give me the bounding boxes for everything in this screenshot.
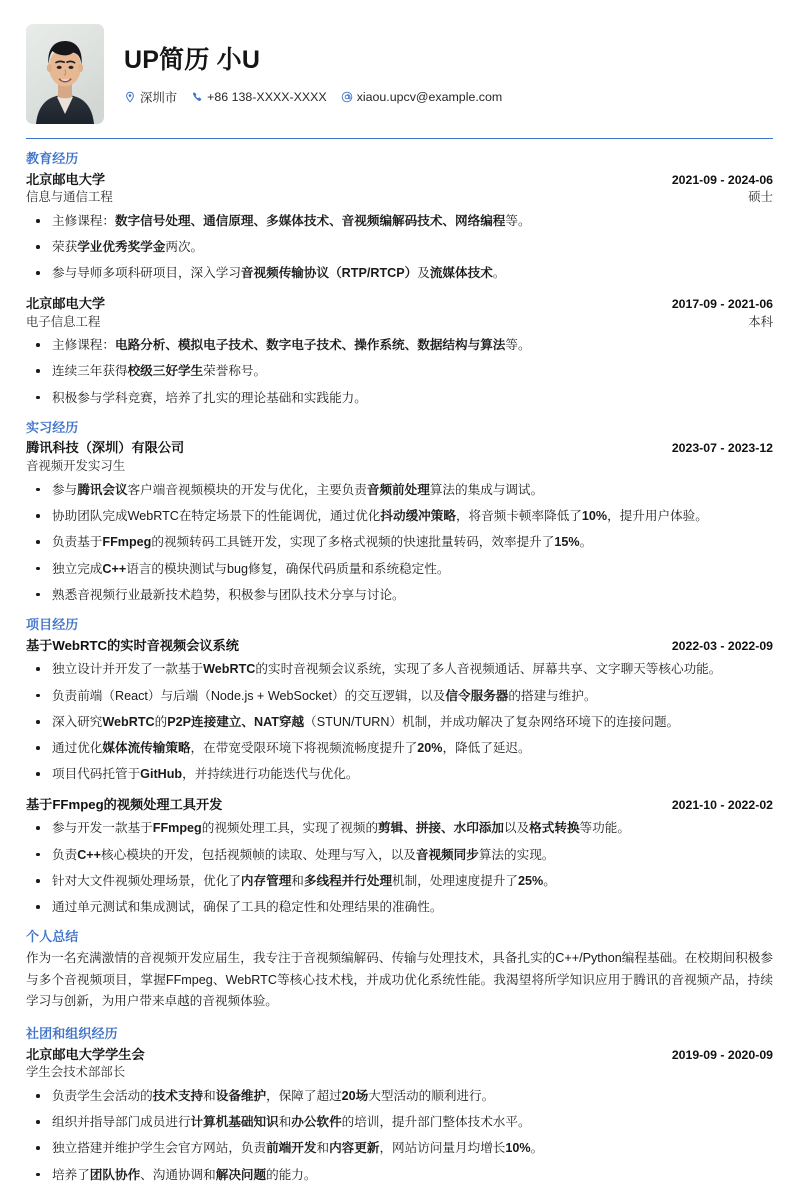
bullet-text: 独立完成 — [52, 561, 103, 576]
entry-header — [26, 795, 773, 815]
section-clubs — [26, 1025, 773, 1184]
bullet-item — [26, 264, 773, 282]
bullet-emphasis: 信令服务器 — [445, 688, 509, 703]
entry-header — [26, 636, 773, 656]
section-title: 项目经历 — [26, 617, 79, 633]
entry — [26, 795, 773, 917]
bullet-emphasis: FFmpeg — [102, 535, 152, 550]
section-education — [26, 150, 773, 407]
entry-subheader — [26, 313, 773, 332]
bullet-emphasis: C++ — [102, 561, 127, 576]
bullet-emphasis: 15% — [554, 535, 580, 550]
bullet-text: 和 — [203, 1088, 216, 1103]
entry-subheader — [26, 1063, 773, 1082]
bullet-emphasis: 数字信号处理、通信原理、多媒体技术、音视频编解码技术、网络编程 — [114, 213, 506, 228]
contact-location-value: 深圳市 — [140, 90, 178, 105]
bullet-item — [26, 212, 773, 230]
entry-role: 音视频开发实习生 — [26, 459, 126, 474]
bullet-emphasis: 10% — [581, 509, 608, 524]
bullet-text: 等功能。 — [579, 821, 630, 836]
bullet-list — [26, 819, 773, 916]
bullet-emphasis: 媒体流传输策略 — [102, 741, 191, 756]
bullet-text: 主修课程： — [52, 213, 115, 228]
bullet-emphasis: 内存管理 — [240, 873, 292, 888]
bullet-text: 独立设计并开发了一款基于 — [52, 662, 204, 677]
bullet-item — [26, 687, 773, 705]
entry-date: 2021-09 - 2024-06 — [671, 172, 773, 187]
entry-date: 2022-03 - 2022-09 — [671, 638, 773, 653]
contact-phone — [191, 90, 327, 104]
bullet-text: 和 — [291, 873, 304, 888]
entry-organization: 基于FFmpeg的视频处理工具开发 — [26, 796, 223, 812]
entry-date: 2019-09 - 2020-09 — [671, 1047, 773, 1062]
bullet-text: 语言的模块测试与bug修复，确保代码质量和系统稳定性。 — [126, 561, 450, 576]
bullet-text: ，保障了超过 — [266, 1088, 342, 1103]
bullet-emphasis: 解决问题 — [215, 1167, 267, 1182]
phone-icon — [191, 91, 203, 103]
bullet-text: ，在带宽受限环境下将视频流畅度提升了 — [190, 741, 418, 756]
bullet-text: 通过优化 — [52, 741, 103, 756]
bullet-text: ，并持续进行功能迭代与优化。 — [182, 767, 359, 782]
bullet-emphasis: 音频前处理 — [366, 482, 430, 497]
entry-organization: 北京邮电大学学生会 — [26, 1046, 145, 1062]
bullet-text: 参与开发一款基于 — [52, 821, 153, 836]
bullet-text: 的培训，提升部门整体技术水平。 — [341, 1115, 531, 1130]
bullet-text: 独立搭建并维护学生会官方网站，负责 — [52, 1141, 267, 1156]
bullet-text: 荣誉称号。 — [203, 364, 267, 379]
entry-organization: 北京邮电大学 — [26, 171, 106, 187]
entry — [26, 1045, 773, 1184]
entry-subheader — [26, 188, 773, 207]
entry-organization: 腾讯科技（深圳）有限公司 — [26, 440, 185, 456]
bullet-text: 等。 — [505, 213, 531, 228]
bullet-emphasis: 抖动缓冲策略 — [380, 509, 456, 524]
bullet-emphasis: 20% — [417, 741, 443, 756]
section-title: 个人总结 — [26, 929, 79, 945]
bullet-emphasis: 技术支持 — [152, 1088, 204, 1103]
entry-role: 电子信息工程 — [26, 314, 101, 329]
contact-row — [124, 88, 773, 106]
bullet-text: 培养了 — [52, 1167, 90, 1182]
location-pin-icon — [124, 91, 136, 103]
bullet-emphasis: 校级三好学生 — [127, 364, 204, 379]
bullet-emphasis: 内容更新 — [329, 1141, 380, 1156]
bullet-text: 。 — [530, 1141, 544, 1156]
bullet-item — [26, 1139, 773, 1157]
bullet-text: 积极参与学科竞赛，培养了扎实的理论基础和实践能力。 — [52, 390, 367, 405]
bullet-text: 通过单元测试和集成测试，确保了工具的稳定性和处理结果的准确性。 — [52, 900, 443, 915]
bullet-text: 主修课程： — [52, 338, 115, 353]
contact-phone-value: +86 138-XXXX-XXXX — [207, 89, 327, 104]
avatar — [26, 24, 104, 124]
entry-header — [26, 438, 773, 458]
bullet-item — [26, 660, 773, 678]
bullet-text: 和 — [278, 1115, 292, 1130]
bullet-text: ，提升用户体验。 — [607, 509, 708, 524]
bullet-item — [26, 1087, 773, 1105]
bullet-text: 核心模块的开发，包括视频帧的读取、处理与写入，以及 — [101, 847, 416, 862]
bullet-text: 以及 — [503, 821, 530, 836]
entry-date: 2023-07 - 2023-12 — [671, 441, 773, 456]
resume-sections — [26, 150, 773, 1184]
bullet-text: 参与导师多项科研项目，深入学习 — [52, 266, 241, 281]
bullet-item — [26, 1166, 773, 1184]
bullet-text: 和 — [316, 1141, 330, 1156]
bullet-item — [26, 872, 773, 890]
bullet-emphasis: 计算机基础知识 — [190, 1115, 279, 1130]
entry-date: 2017-09 - 2021-06 — [671, 296, 773, 311]
bullet-item — [26, 898, 773, 916]
section-projects — [26, 616, 773, 916]
email-at-icon — [341, 91, 353, 103]
bullet-text: 两次。 — [165, 240, 204, 255]
bullet-emphasis: 20场 — [341, 1088, 369, 1103]
bullet-text: 的搭建与维护。 — [508, 688, 597, 703]
bullet-text: 的视频转码工具链开发，实现了多格式视频的快速批量转码，效率提升了 — [151, 535, 555, 550]
bullet-item — [26, 765, 773, 783]
entry-header — [26, 170, 773, 190]
bullet-emphasis: 25% — [517, 873, 544, 888]
entry — [26, 438, 773, 604]
bullet-item — [26, 1113, 773, 1131]
bullet-text: 负责学生会活动的 — [52, 1088, 153, 1103]
bullet-text: 机制，处理速度提升了 — [392, 873, 518, 888]
contact-email-value: xiaou.upcv@example.com — [356, 89, 503, 104]
bullet-emphasis: 学业优秀奖学金 — [77, 240, 166, 255]
entry-degree: 本科 — [748, 314, 773, 329]
bullet-text: 负责基于 — [52, 535, 103, 550]
identity-block — [124, 42, 773, 106]
bullet-item — [26, 533, 773, 551]
entry-header — [26, 1045, 773, 1065]
bullet-list — [26, 1087, 773, 1184]
bullet-text: 负责前端（React）与后端（Node.js + WebSocket）的交互逻辑，以及 — [52, 688, 446, 703]
header-divider — [26, 138, 773, 139]
bullet-text: 。 — [492, 266, 506, 281]
bullet-item — [26, 819, 773, 837]
contact-location — [124, 88, 177, 106]
bullet-emphasis: 前端开发 — [266, 1141, 317, 1156]
bullet-text: ，将音频卡顿率降低了 — [455, 509, 582, 524]
entry — [26, 294, 773, 407]
entry-subheader — [26, 457, 773, 476]
section-title: 实习经历 — [26, 419, 79, 435]
bullet-item — [26, 336, 773, 354]
bullet-emphasis: C++ — [77, 847, 101, 862]
bullet-item — [26, 238, 773, 256]
bullet-emphasis: 10% — [505, 1141, 531, 1156]
bullet-item — [26, 389, 773, 407]
bullet-text: 大型活动的顺利进行。 — [368, 1088, 495, 1103]
bullet-item — [26, 560, 773, 578]
bullet-text: 参与 — [52, 482, 78, 497]
bullet-text: 。 — [543, 873, 556, 888]
bullet-text: 客户端音视频模块的开发与优化，主要负责 — [127, 482, 367, 497]
bullet-text: 组织并指导部门成员进行 — [52, 1115, 191, 1130]
bullet-emphasis: 团队协作 — [89, 1167, 141, 1182]
entry — [26, 170, 773, 283]
bullet-emphasis: 电路分析、模拟电子技术、数字电子技术、操作系统、数据结构与算法 — [114, 338, 506, 353]
bullet-list — [26, 481, 773, 604]
section-internship — [26, 419, 773, 604]
bullet-text: 协助团队完成WebRTC在特定场景下的性能调优，通过优化 — [52, 509, 381, 524]
entry-date: 2021-10 - 2022-02 — [671, 797, 773, 812]
bullet-text: 连续三年获得 — [52, 364, 128, 379]
bullet-list — [26, 212, 773, 283]
bullet-text: 深入研究 — [52, 714, 103, 729]
entry-header — [26, 294, 773, 314]
bullet-emphasis: 腾讯会议 — [77, 482, 128, 497]
bullet-item — [26, 846, 773, 864]
bullet-emphasis: 流媒体技术 — [429, 266, 493, 281]
bullet-text: 。 — [579, 535, 593, 550]
bullet-text: 及 — [417, 266, 430, 281]
bullet-text: 荣获 — [52, 240, 78, 255]
section-title: 教育经历 — [26, 151, 79, 166]
contact-email — [341, 90, 503, 104]
bullet-text: 算法的实现。 — [478, 847, 555, 862]
entry-organization: 北京邮电大学 — [26, 295, 106, 311]
bullet-text: （STUN/TURN）机制，并成功解决了复杂网络环境下的连接问题。 — [304, 714, 680, 729]
bullet-emphasis: 设备维护 — [215, 1088, 267, 1103]
entry-role: 信息与通信工程 — [26, 190, 113, 205]
bullet-item — [26, 507, 773, 525]
bullet-emphasis: GitHub — [140, 767, 183, 782]
section-title: 社团和组织经历 — [26, 1025, 118, 1041]
bullet-text: ，网站访问量月均增长 — [379, 1141, 506, 1156]
bullet-text: 熟悉音视频行业最新技术趋势，积极参与团队技术分享与讨论。 — [52, 587, 405, 602]
section-summary — [26, 928, 773, 1013]
bullet-text: 负责 — [52, 847, 78, 862]
bullet-text: 的实时音视频会议系统，实现了多人音视频通话、屏幕共享、文字聊天等核心功能。 — [255, 662, 722, 677]
bullet-emphasis: 音视频传输协议（RTP/RTCP） — [240, 266, 418, 281]
bullet-emphasis: WebRTC — [102, 714, 155, 729]
bullet-text: 的 — [154, 714, 168, 729]
bullet-text: 的能力。 — [266, 1167, 317, 1182]
entry-degree: 硕士 — [748, 190, 773, 205]
bullet-emphasis: 剪辑、拼接、水印添加 — [378, 821, 504, 836]
bullet-emphasis: 音视频同步 — [415, 847, 479, 862]
bullet-text: 等。 — [505, 338, 531, 353]
entry-organization: 基于WebRTC的实时音视频会议系统 — [26, 637, 239, 653]
bullet-item — [26, 739, 773, 757]
bullet-emphasis: FFmpeg — [152, 821, 202, 836]
summary-paragraph: 作为一名充满激情的音视频开发应届生，我专注于音视频编解码、传输与处理技术，具备扎实的C++/Python编程基础。在校期间积极参与多个音视频项目，掌握FFmpeg、WebRTC等核心技术栈，并成功优化系统性能。我渴望将所学知识应用于腾讯的音视频产品，持续学习与创新，为用户带来卓越的音视频体验。 — [26, 951, 773, 1009]
bullet-text: 算法的集成与调试。 — [429, 482, 544, 497]
bullet-item — [26, 586, 773, 604]
bullet-item — [26, 362, 773, 380]
bullet-list — [26, 660, 773, 783]
bullet-text: ，降低了延迟。 — [442, 741, 531, 756]
bullet-text: 的视频处理工具，实现了视频的 — [201, 821, 379, 836]
bullet-item — [26, 481, 773, 499]
bullet-text: 针对大文件视频处理场景，优化了 — [52, 873, 241, 888]
bullet-item — [26, 713, 773, 731]
bullet-list — [26, 336, 773, 407]
bullet-emphasis: 办公软件 — [291, 1115, 342, 1130]
bullet-text: 、沟通协调和 — [140, 1167, 216, 1182]
bullet-emphasis: 多线程并行处理 — [303, 873, 393, 888]
page-title: UP简历 小U — [124, 46, 261, 75]
bullet-emphasis: 格式转换 — [529, 821, 580, 836]
entry-role: 学生会技术部部长 — [26, 1065, 126, 1080]
entry — [26, 636, 773, 784]
bullet-emphasis: WebRTC — [203, 662, 256, 677]
bullet-text: 项目代码托管于 — [52, 767, 141, 782]
resume-header — [26, 22, 773, 138]
bullet-emphasis: P2P连接建立、NAT穿越 — [167, 714, 305, 729]
